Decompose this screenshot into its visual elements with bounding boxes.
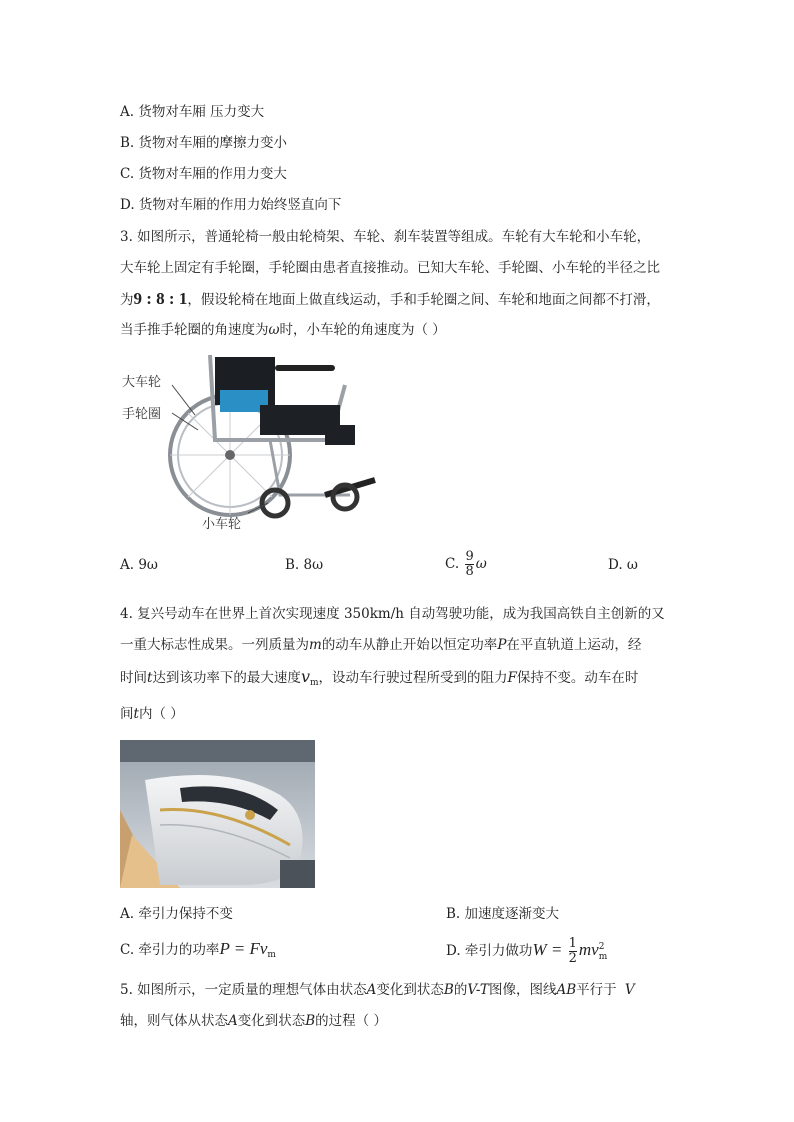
q3-option-b: B. 8ω bbox=[285, 557, 324, 573]
q5-stem-line1: 5. 如图所示，一定质量的理想气体由状态A变化到状态B的V-T图像，图线AB平行于 V bbox=[120, 982, 635, 998]
q3-option-c-fraction: $\frac{9}{8}$ bbox=[465, 549, 474, 579]
label-big-wheel: 大车轮 bbox=[122, 375, 162, 390]
q4-stem-line4: 间t内（ ） bbox=[120, 706, 184, 722]
q2-option-d: D. 货物对车厢的作用力始终竖直向下 bbox=[120, 197, 342, 213]
wheelchair-figure bbox=[120, 345, 390, 535]
q4-stem-line2: 一重大标志性成果。一列质量为m的动车从静止开始以恒定功率P在平直轨道上运动，经 bbox=[120, 637, 642, 653]
q4-option-d: D. 牵引力做功W = $\frac{1}{2}$ mv 2 m bbox=[446, 936, 608, 966]
q3-option-c: C. $\frac{9}{8}$ ω bbox=[445, 549, 487, 579]
q4-option-b: B. 加速度逐渐变大 bbox=[446, 906, 560, 922]
label-hand-rim: 手轮圈 bbox=[122, 407, 162, 422]
q3-stem-line2: 大车轮上固定有手轮圈，手轮圈由患者直接推动。已知大车轮、手轮圈、小车轮的半径之比 bbox=[120, 260, 660, 276]
q3-stem-line3: 为9 : 8 : 1，假设轮椅在地面上做直线运动，手和手轮圈之间、车轮和地面之间都不打滑， bbox=[120, 289, 660, 308]
label-small-wheel: 小车轮 bbox=[202, 517, 242, 532]
train-photo bbox=[120, 740, 315, 888]
q4-option-d-fraction: $\frac{1}{2}$ bbox=[568, 936, 577, 966]
q4-option-a: A. 牵引力保持不变 bbox=[120, 906, 233, 922]
q4-option-c: C. 牵引力的功率$P = Fv_m$ bbox=[120, 939, 276, 960]
q3-stem-line4: 当手推手轮圈的角速度为ω时，小车轮的角速度为（ ） bbox=[120, 322, 446, 338]
q2-option-a: A. 货物对车厢 压力变大 bbox=[120, 104, 265, 120]
q3-option-d: D. ω bbox=[608, 557, 638, 573]
q2-option-c: C. 货物对车厢的作用力变大 bbox=[120, 166, 287, 182]
q3-option-a: A. 9ω bbox=[120, 557, 158, 573]
q4-stem-line3: 时间t达到该功率下的最大速度$v_m$，设动车行驶过程所受到的阻力F保持不变。动车在时 bbox=[120, 667, 639, 688]
q4-stem-line1: 4. 复兴号动车在世界上首次实现速度 350km/h 自动驾驶功能，成为我国高铁自主创新的又 bbox=[120, 606, 665, 622]
q2-option-b: B. 货物对车厢的摩擦力变小 bbox=[120, 135, 288, 151]
high-speed-train-illustration bbox=[120, 740, 315, 888]
q3-stem-line1: 3. 如图所示，普通轮椅一般由轮椅架、车轮、刹车装置等组成。车轮有大车轮和小车轮， bbox=[120, 229, 651, 245]
q3-ratio: 9 : 8 : 1 bbox=[133, 289, 188, 308]
q5-stem-line2: 轴，则气体从状态A变化到状态B的过程（ ） bbox=[120, 1013, 387, 1029]
